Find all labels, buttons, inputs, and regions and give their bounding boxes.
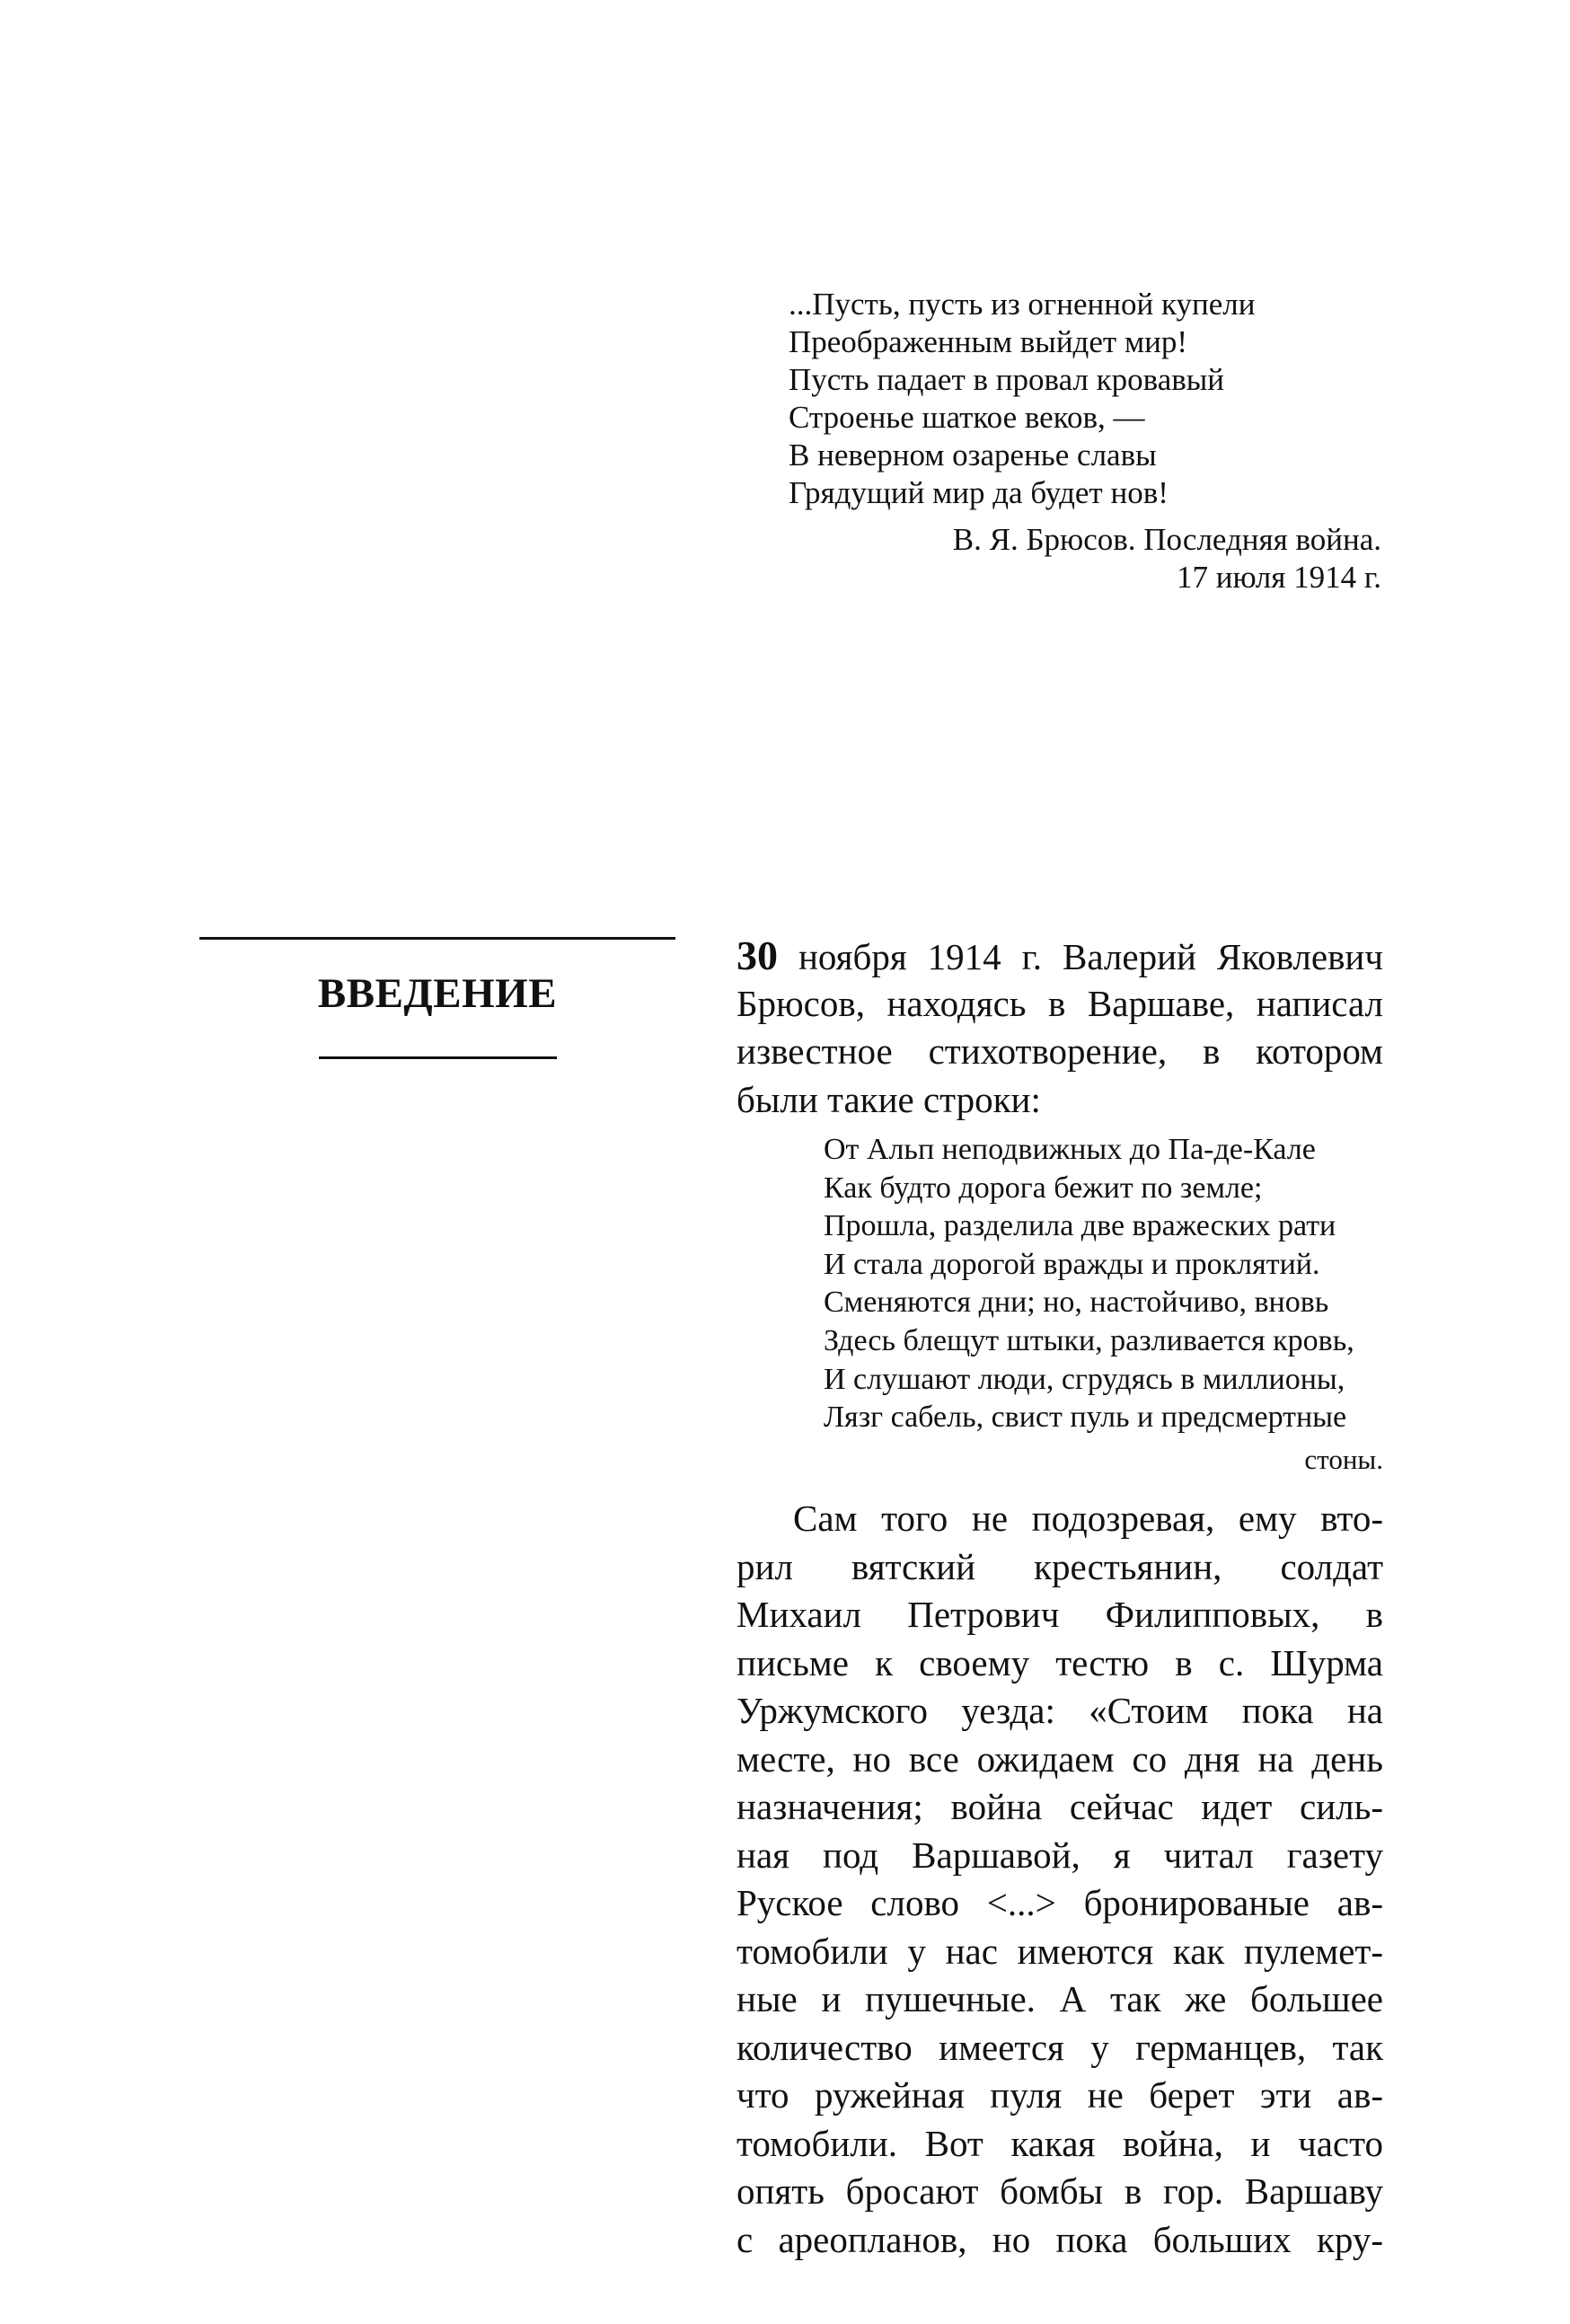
chapter-title: ВВЕДЕНИЕ [317,970,558,1017]
body-text [736,932,1383,2264]
poem-line: Как будто дорога бежит по земле; [824,1171,1263,1205]
paragraph-line: назначения; война сейчас идет силь- [736,1786,1383,1828]
intro-first-line-rest: ноября 1914 г. Валерий Яковлевич [778,936,1383,977]
paragraph-line: количество имеется у германцев, так [736,2026,1383,2068]
chapter-rule-top [199,937,675,940]
paragraph-line: ная под Варшавой, я читал газету [736,1834,1383,1876]
intro-line: были такие строки: [736,1078,1041,1120]
poem-line: Лязг сабель, свист пуль и предсмертные [824,1401,1347,1435]
intro-line: известное стихотворение, в котором [736,1030,1383,1072]
poem-line: И слушают люди, сгрудясь в миллионы, [824,1362,1345,1396]
poem-line: От Альп неподвижных до Па-де-Кале [824,1133,1316,1166]
paragraph-line: опять бросают бомбы в гор. Варшаву [736,2170,1383,2213]
poem-line: Прошла, разделила две вражеских рати [824,1209,1336,1243]
epigraph-date: 17 июля 1914 г. [1177,560,1381,595]
paragraph-line: томобили. Вот какая война, и часто [736,2122,1383,2164]
epigraph-line: Пусть падает в провал кровавый [789,362,1225,397]
epigraph-line: Строенье шаткое веков, — [789,400,1145,435]
epigraph-attribution: В. Я. Брюсов. Последняя война. [952,522,1381,557]
poem-line: Сменяются дни; но, настойчиво, вновь [824,1286,1329,1320]
epigraph-line: Грядущий мир да будет нов! [789,475,1169,510]
paragraph-line: письме к своему тестю в с. Шурма [736,1641,1383,1683]
poem-line: Здесь блещут штыки, разливается кровь, [824,1323,1354,1357]
epigraph-line: В неверном озаренье славы [789,437,1157,473]
paragraph-line: месте, но все ожидаем со дня на день [736,1737,1383,1780]
paragraph-line: ные и пушечные. А так же большее [736,1978,1383,2020]
paragraph-line: рил вятский крестьянин, солдат [736,1545,1383,1587]
epigraph-line: Преображенным выйдет мир! [789,324,1187,359]
paragraph-line: Михаил Петрович Филипповых, в [736,1594,1383,1636]
quoted-poem [736,1131,1383,1479]
paragraph-line: с ареопланов, но пока больших кру- [736,2218,1383,2260]
paragraph-line: Уржумского уезда: «Стоим пока на [736,1690,1383,1732]
poem-runover: стоны. [1304,1443,1383,1475]
intro-first-line [736,932,1383,980]
paragraph-line: Руское слово <...> бронированые ав- [736,1882,1383,1924]
epigraph [789,286,1381,596]
intro-line: Брюсов, находясь в Варшаве, написал [736,982,1383,1024]
poem-line: И стала дорогой вражды и проклятий. [824,1247,1320,1281]
lead-number: 30 [736,932,778,978]
chapter-rule-bottom [319,1056,557,1059]
paragraph-line: Сам того не подозревая, ему вто- [793,1498,1383,1540]
epigraph-line: ...Пусть, пусть из огненной купели [789,287,1256,322]
paragraph-line: томобили у нас имеются как пулемет- [736,1930,1383,1972]
paragraph-line: что ружейная пуля не берет эти ав- [736,2074,1383,2116]
